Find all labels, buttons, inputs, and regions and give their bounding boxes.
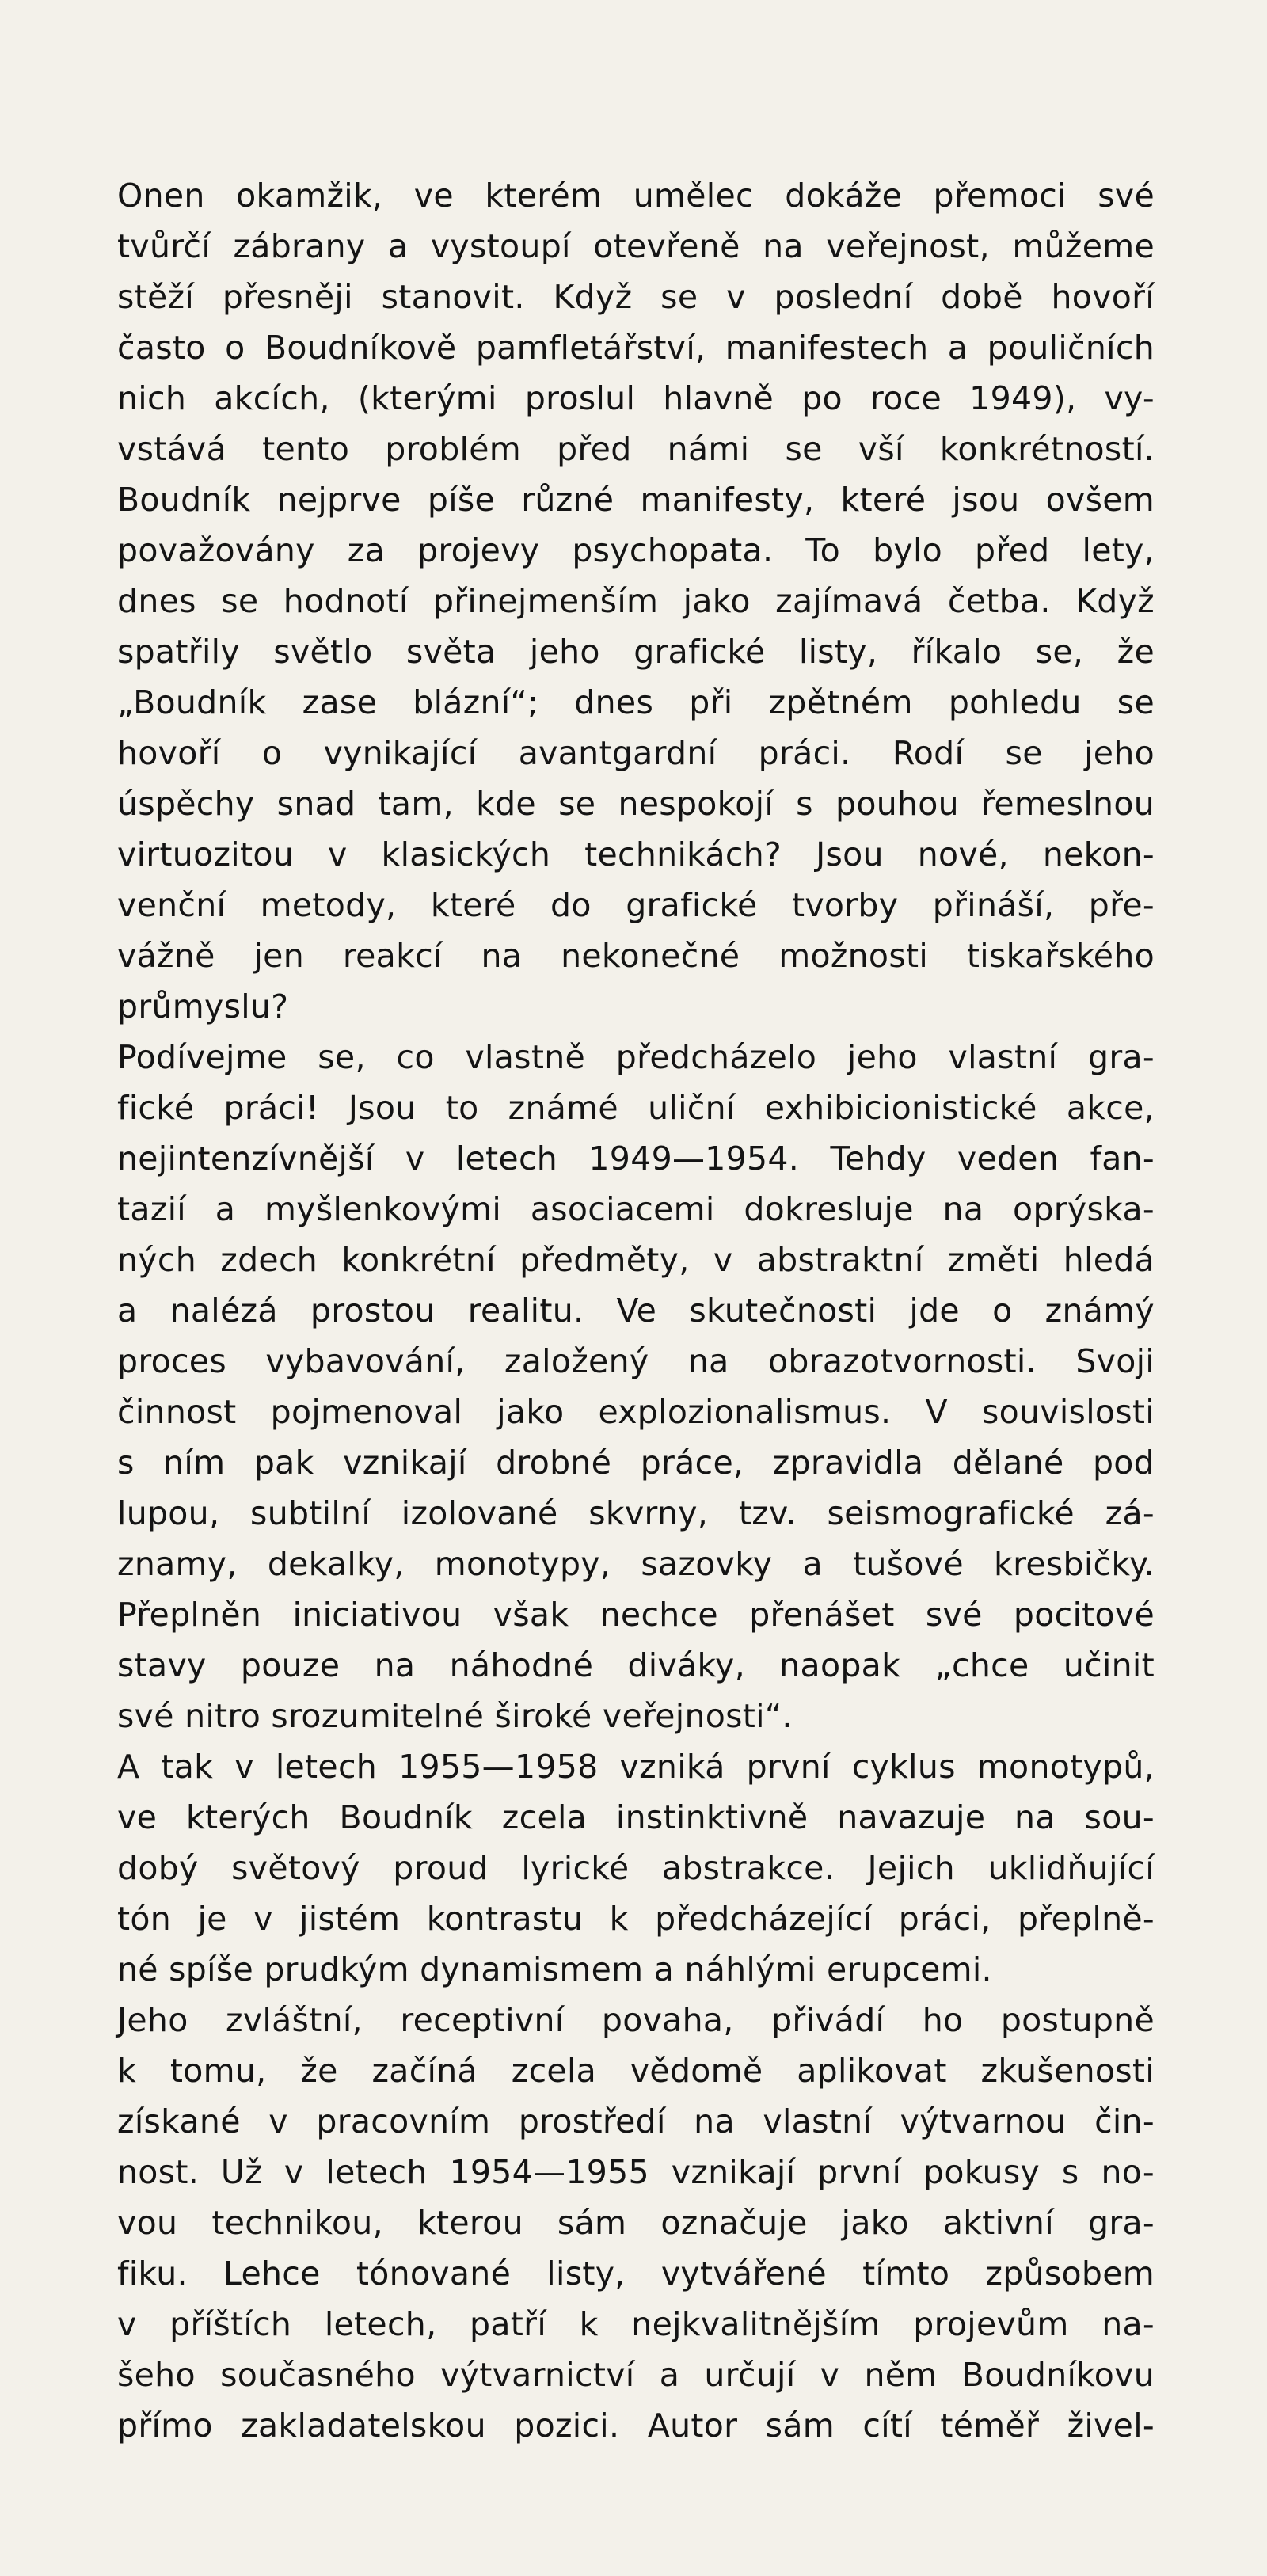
text-line: venční metody, které do grafické tvorby přináší, pře- bbox=[117, 886, 1155, 924]
text-line: A tak v letech 1955—1958 vzniká první cyklus monotypů, bbox=[117, 1748, 1155, 1786]
text-line: fické práci! Jsou to známé uliční exhibicionistické akce, bbox=[117, 1089, 1155, 1127]
text-line: vou technikou, kterou sám označuje jako aktivní gra- bbox=[117, 2204, 1155, 2242]
text-line: proces vybavování, založený na obrazotvornosti. Svoji bbox=[117, 1342, 1155, 1380]
text-line: přímo zakladatelskou pozici. Autor sám cítí téměř živel- bbox=[117, 2407, 1155, 2445]
text-line: činnost pojmenoval jako explozionalismus. V souvislosti bbox=[117, 1393, 1155, 1431]
text-line: dnes se hodnotí přinejmenším jako zajímavá četba. Když bbox=[117, 582, 1155, 620]
text-line: považovány za projevy psychopata. To bylo před lety, bbox=[117, 531, 1155, 569]
text-line: „Boudník zase blázní“; dnes při zpětném pohledu se bbox=[117, 683, 1155, 721]
text-line: nost. Už v letech 1954—1955 vznikají první pokusy s no- bbox=[117, 2153, 1155, 2191]
text-line: Boudník nejprve píše různé manifesty, které jsou ovšem bbox=[117, 481, 1155, 519]
text-line: nich akcích, (kterými proslul hlavně po roce 1949), vy- bbox=[117, 379, 1155, 417]
text-line: nejintenzívnější v letech 1949—1954. Tehdy veden fan- bbox=[117, 1140, 1155, 1178]
text-line: né spíše prudkým dynamismem a náhlými erupcemi. bbox=[117, 1950, 992, 1988]
text-line: hovoří o vynikající avantgardní práci. Rodí se jeho bbox=[117, 734, 1155, 772]
text-line: průmyslu? bbox=[117, 987, 289, 1025]
text-line: úspěchy snad tam, kde se nespokojí s pouhou řemeslnou bbox=[117, 785, 1155, 823]
text-line: virtuozitou v klasických technikách? Jsou nové, nekon- bbox=[117, 835, 1155, 873]
text-line: často o Boudníkově pamfletářství, manifestech a pouličních bbox=[117, 329, 1155, 367]
text-line: vstává tento problém před námi se vší konkrétností. bbox=[117, 430, 1155, 468]
text-line: znamy, dekalky, monotypy, sazovky a tušové kresbičky. bbox=[117, 1545, 1155, 1583]
text-line: stavy pouze na náhodné diváky, naopak „chce učinit bbox=[117, 1646, 1155, 1684]
text-line: spatřily světlo světa jeho grafické listy, říkalo se, že bbox=[117, 633, 1155, 671]
text-line: Přeplněn iniciativou však nechce přenášet své pocitové bbox=[117, 1596, 1155, 1634]
text-line: a nalézá prostou realitu. Ve skutečnosti jde o známý bbox=[117, 1292, 1155, 1330]
body-text bbox=[117, 170, 1155, 2451]
text-line: lupou, subtilní izolované skvrny, tzv. seismografické zá- bbox=[117, 1494, 1155, 1532]
text-line: s ním pak vznikají drobné práce, zpravidla dělané pod bbox=[117, 1444, 1155, 1482]
text-line: získané v pracovním prostředí na vlastní výtvarnou čin- bbox=[117, 2102, 1155, 2140]
text-line: tón je v jistém kontrastu k předcházející práci, přeplně- bbox=[117, 1900, 1155, 1938]
text-line: v příštích letech, patří k nejkvalitnějším projevům na- bbox=[117, 2305, 1155, 2343]
text-line: Onen okamžik, ve kterém umělec dokáže přemoci své bbox=[117, 177, 1155, 215]
text-line: k tomu, že začíná zcela vědomě aplikovat zkušenosti bbox=[117, 2052, 1155, 2090]
text-line: ve kterých Boudník zcela instinktivně navazuje na sou- bbox=[117, 1798, 1155, 1836]
text-line: vážně jen reakcí na nekonečné možnosti tiskařského bbox=[117, 937, 1155, 975]
text-line: tvůrčí zábrany a vystoupí otevřeně na veřejnost, můžeme bbox=[117, 227, 1155, 265]
text-line: tazií a myšlenkovými asociacemi dokresluje na oprýska- bbox=[117, 1190, 1155, 1228]
text-line: fiku. Lehce tónované listy, vytvářené tímto způsobem bbox=[117, 2254, 1155, 2293]
text-line: své nitro srozumitelné široké veřejnosti“. bbox=[117, 1697, 793, 1735]
text-line: dobý světový proud lyrické abstrakce. Jejich uklidňující bbox=[117, 1849, 1155, 1887]
text-line: ných zdech konkrétní předměty, v abstraktní změti hledá bbox=[117, 1241, 1155, 1279]
text-line: stěží přesněji stanovit. Když se v poslední době hovoří bbox=[117, 278, 1155, 316]
text-line: Jeho zvláštní, receptivní povaha, přivádí ho postupně bbox=[117, 2001, 1155, 2039]
text-line: šeho současného výtvarnictví a určují v něm Boudníkovu bbox=[117, 2356, 1155, 2394]
text-line: Podívejme se, co vlastně předcházelo jeho vlastní gra- bbox=[117, 1038, 1155, 1076]
